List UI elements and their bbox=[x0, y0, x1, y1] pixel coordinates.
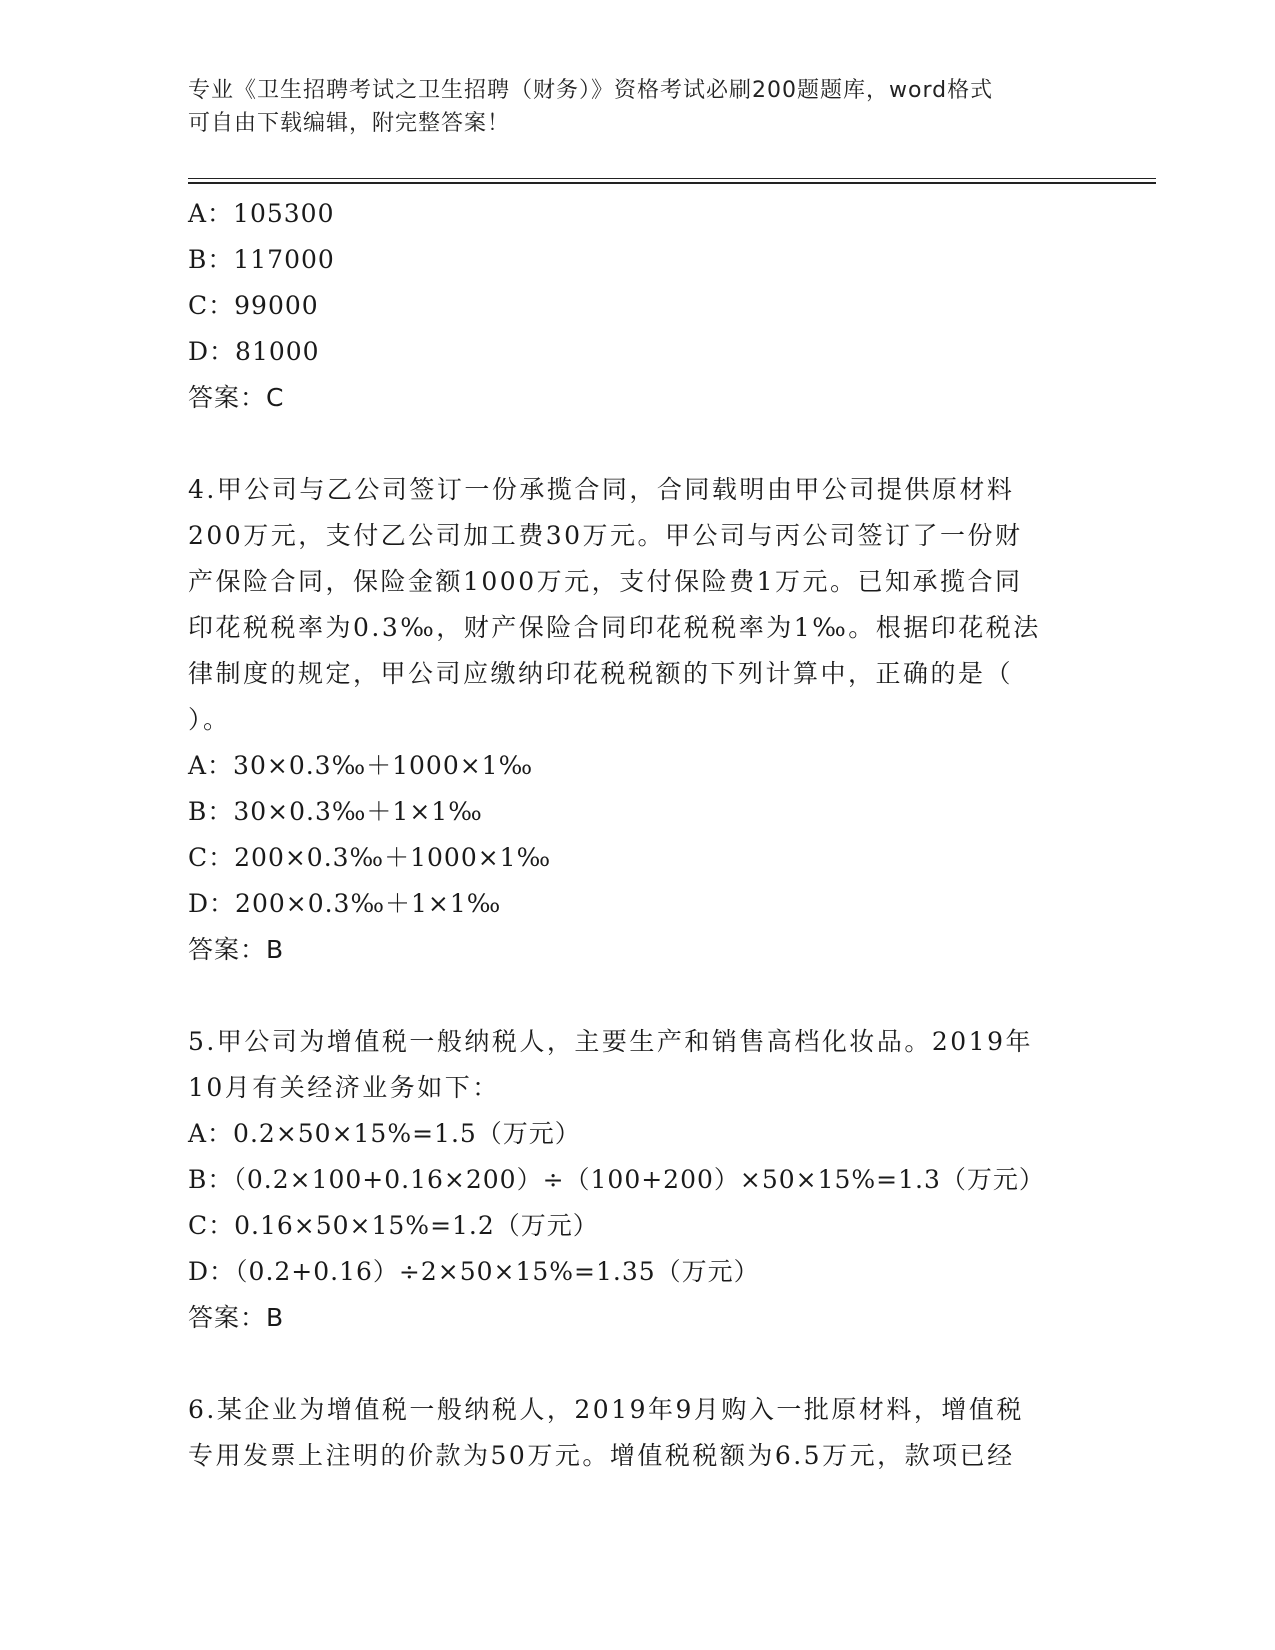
question-3-options bbox=[188, 191, 1088, 375]
q4-answer: 答案：B bbox=[188, 935, 285, 964]
question-5-stem bbox=[188, 1019, 1088, 1111]
spacer bbox=[188, 973, 1088, 1019]
header-line-1: 专业《卫生招聘考试之卫生招聘（财务）》资格考试必刷200题题库，word格式 bbox=[188, 78, 994, 103]
document-header bbox=[188, 74, 1068, 140]
q4-option-b: B：30×0.3‰＋1×1‰ bbox=[188, 797, 483, 826]
q3-option-c: C：99000 bbox=[188, 291, 319, 320]
q5-option-b: B：（0.2×100+0.16×200）÷（100+200）×50×15%=1.3（万元） bbox=[188, 1165, 1045, 1194]
q4-stem-line: 产保险合同，保险金额1000万元，支付保险费1万元。已知承揽合同 bbox=[188, 567, 1023, 596]
q4-stem-line: 4.甲公司与乙公司签订一份承揽合同，合同载明由甲公司提供原材料 bbox=[188, 475, 1015, 504]
q6-stem-line: 6.某企业为增值税一般纳税人，2019年9月购入一批原材料，增值税 bbox=[188, 1395, 1024, 1424]
q5-stem-line: 5.甲公司为增值税一般纳税人，主要生产和销售高档化妆品。2019年 bbox=[188, 1027, 1033, 1056]
q5-option-a: A：0.2×50×15%=1.5（万元） bbox=[188, 1119, 581, 1148]
question-4-stem bbox=[188, 467, 1088, 743]
q3-option-a: A：105300 bbox=[188, 199, 335, 228]
spacer bbox=[188, 421, 1088, 467]
q4-stem-line: 印花税税率为0.3‰，财产保险合同印花税税率为1‰。根据印花税法 bbox=[188, 613, 1041, 642]
q5-option-d: D：（0.2+0.16）÷2×50×15%=1.35（万元） bbox=[188, 1257, 760, 1286]
q4-stem-line: ）。 bbox=[188, 705, 231, 734]
question-6-stem bbox=[188, 1387, 1088, 1479]
spacer bbox=[188, 1341, 1088, 1387]
q3-option-d: D：81000 bbox=[188, 337, 320, 366]
q4-option-d: D：200×0.3‰＋1×1‰ bbox=[188, 889, 502, 918]
header-divider-thick bbox=[188, 182, 1156, 184]
q3-option-b: B：117000 bbox=[188, 245, 335, 274]
q5-answer: 答案：B bbox=[188, 1303, 285, 1332]
q4-stem-line: 律制度的规定，甲公司应缴纳印花税税额的下列计算中，正确的是（ bbox=[188, 659, 1014, 688]
q4-stem-line: 200万元，支付乙公司加工费30万元。甲公司与丙公司签订了一份财 bbox=[188, 521, 1023, 550]
q6-stem-line: 专用发票上注明的价款为50万元。增值税税额为6.5万元，款项已经 bbox=[188, 1441, 1015, 1470]
question-5-options bbox=[188, 1111, 1088, 1295]
header-divider-thin bbox=[188, 178, 1156, 179]
q5-stem-line: 10月有关经济业务如下： bbox=[188, 1073, 500, 1102]
question-4-options bbox=[188, 743, 1088, 927]
q5-option-c: C：0.16×50×15%=1.2（万元） bbox=[188, 1211, 599, 1240]
header-line-2: 可自由下载编辑，附完整答案！ bbox=[188, 111, 511, 136]
q4-option-c: C：200×0.3‰＋1000×1‰ bbox=[188, 843, 552, 872]
q4-option-a: A：30×0.3‰＋1000×1‰ bbox=[188, 751, 534, 780]
document-body bbox=[188, 191, 1088, 1479]
q3-answer: 答案：C bbox=[188, 383, 285, 412]
